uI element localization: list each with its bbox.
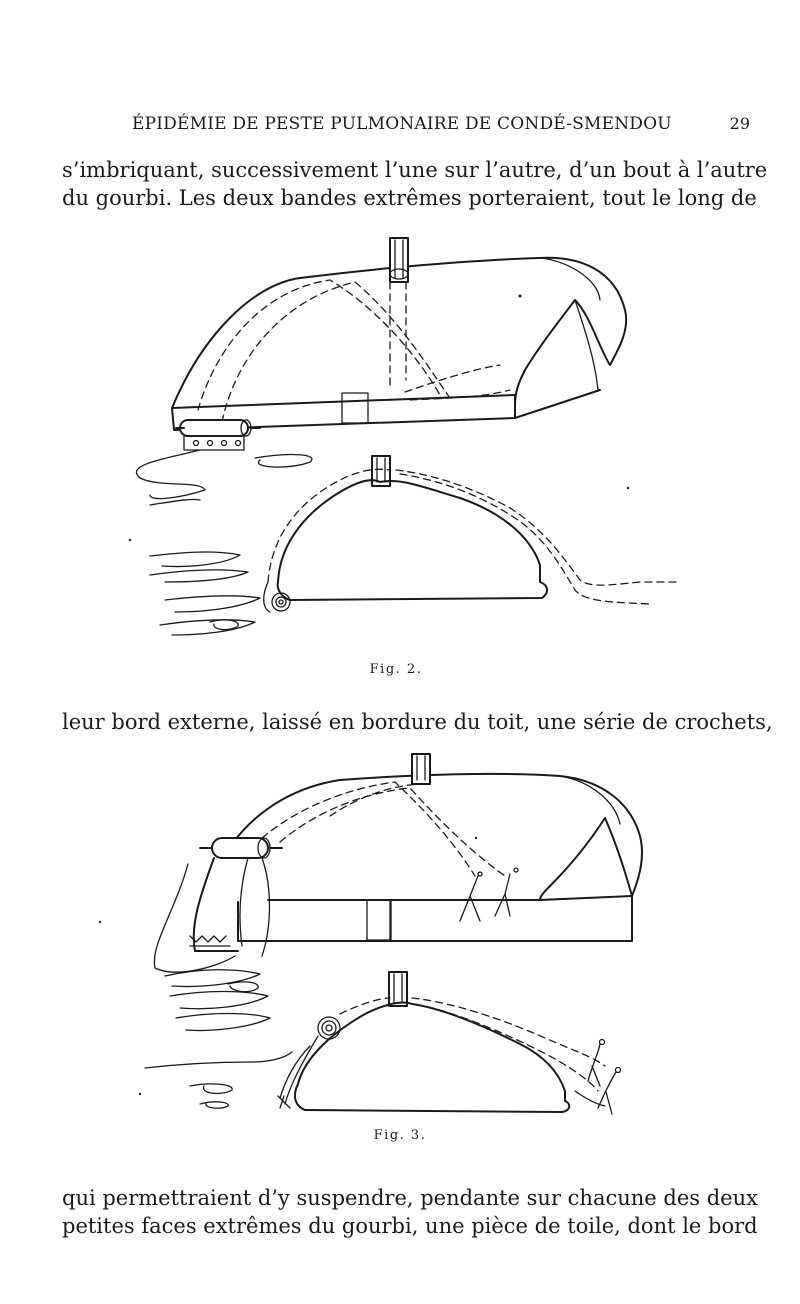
text-line: leur bord externe, laissé en bordure du toit, une série de crochets, (62, 710, 773, 734)
text-line: s’imbriquant, successivement l’une sur l’autre, d’un bout à l’autre (62, 158, 768, 182)
paragraph-3 (62, 1184, 758, 1240)
page-header (60, 114, 750, 140)
text-line: du gourbi. Les deux bandes extrêmes porteraient, tout le long de (62, 186, 757, 210)
figure-2-illustration (0, 230, 800, 650)
running-title: ÉPIDÉMIE DE PESTE PULMONAIRE DE CONDÉ-SMENDOU (132, 114, 672, 134)
paragraph-1 (62, 156, 768, 212)
text-line: petites faces extrêmes du gourbi, une pièce de toile, dont le bord (62, 1214, 758, 1238)
text-line: qui permettraient d’y suspendre, pendante sur chacune des deux (62, 1186, 758, 1210)
figure-3-illustration (0, 746, 800, 1126)
tent-cross-section-drawing (139, 972, 621, 1114)
page-number: 29 (729, 114, 750, 133)
tent-perspective-drawing (99, 754, 642, 1031)
tent-cross-section-drawing (129, 456, 680, 635)
figure-2-caption: Fig. 2. (369, 662, 423, 677)
figure-3-caption: Fig. 3. (373, 1128, 427, 1143)
paragraph-2 (62, 708, 773, 736)
